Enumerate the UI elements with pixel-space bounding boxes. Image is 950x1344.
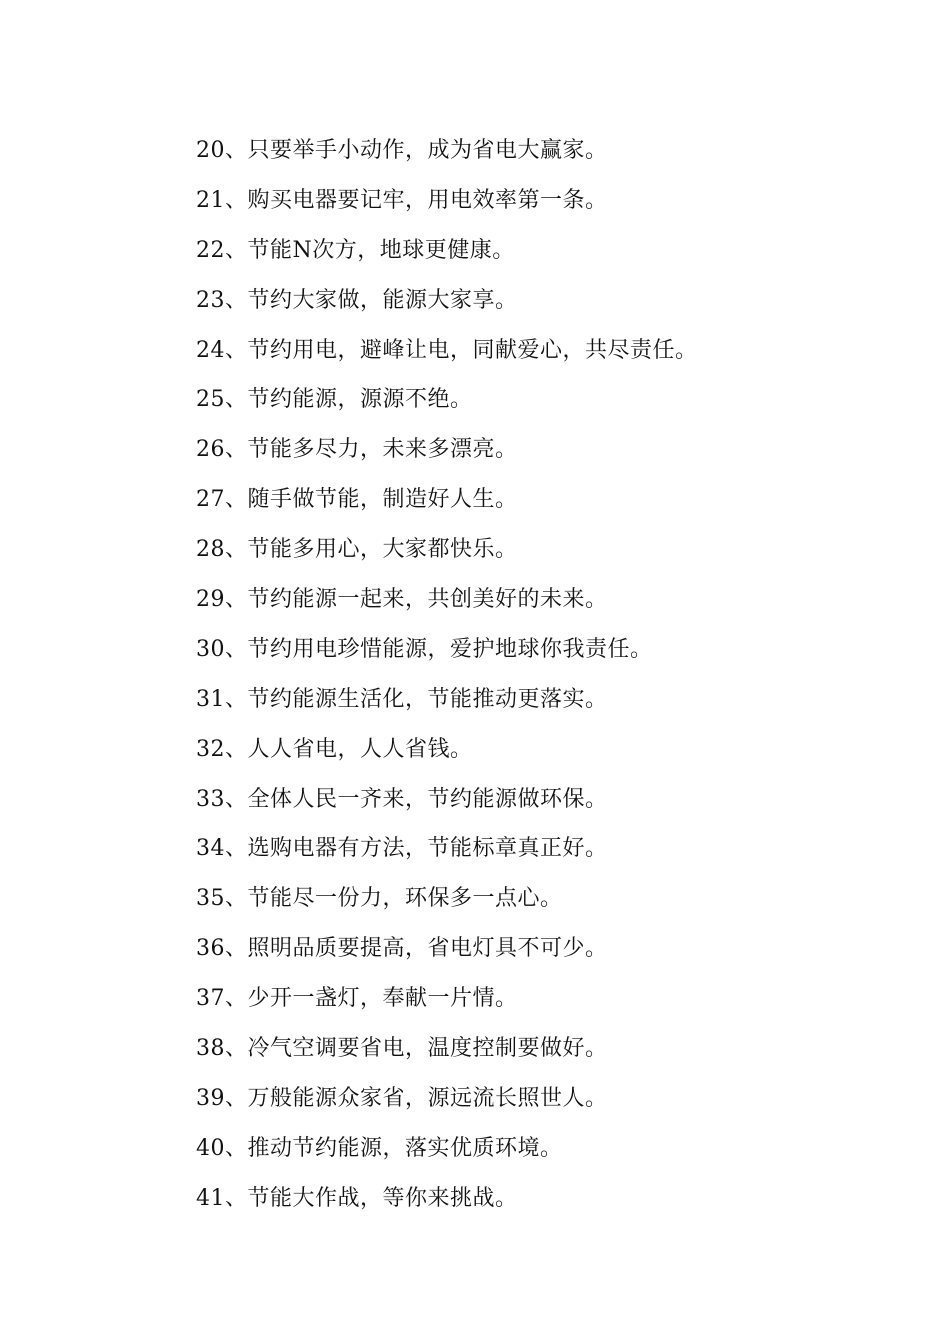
slogan-line: 20、只要举手小动作，成为省电大赢家。 (196, 138, 608, 163)
slogan-line: 41、节能大作战，等你来挑战。 (196, 1185, 518, 1211)
slogan-line: 36、照明品质要提高，省电灯具不可少。 (196, 936, 608, 962)
slogan-list (196, 126, 896, 1224)
slogan-line: 24、节约用电，避峰让电，同献爱心，共尽责任。 (196, 337, 698, 363)
slogan-line: 26、节能多尽力，未来多漂亮。 (196, 437, 518, 463)
slogan-line: 37、少开一盏灯，奉献一片情。 (196, 986, 518, 1012)
slogan-line: 27、随手做节能，制造好人生。 (196, 487, 518, 513)
slogan-line: 32、人人省电，人人省钱。 (196, 736, 473, 762)
slogan-line: 22、节能N次方，地球更健康。 (196, 237, 515, 263)
slogan-line: 29、节约能源一起来，共创美好的未来。 (196, 587, 608, 613)
slogan-line: 34、选购电器有方法，节能标章真正好。 (196, 836, 608, 862)
slogan-line: 28、节能多用心，大家都快乐。 (196, 537, 518, 563)
slogan-line: 38、冷气空调要省电，温度控制要做好。 (196, 1036, 608, 1062)
slogan-line: 31、节约能源生活化，节能推动更落实。 (196, 686, 608, 712)
slogan-line: 39、万般能源众家省，源远流长照世人。 (196, 1085, 608, 1111)
slogan-line: 33、全体人民一齐来，节约能源做环保。 (196, 786, 608, 812)
slogan-line: 40、推动节约能源，落实优质环境。 (196, 1135, 563, 1161)
slogan-line: 25、节约能源，源源不绝。 (196, 387, 473, 413)
slogan-line: 21、购买电器要记牢，用电效率第一条。 (196, 187, 608, 213)
slogan-line: 30、节约用电珍惜能源，爱护地球你我责任。 (196, 636, 653, 662)
slogan-line: 35、节能尽一份力，环保多一点心。 (196, 886, 563, 912)
slogan-line: 23、节约大家做，能源大家享。 (196, 287, 518, 313)
